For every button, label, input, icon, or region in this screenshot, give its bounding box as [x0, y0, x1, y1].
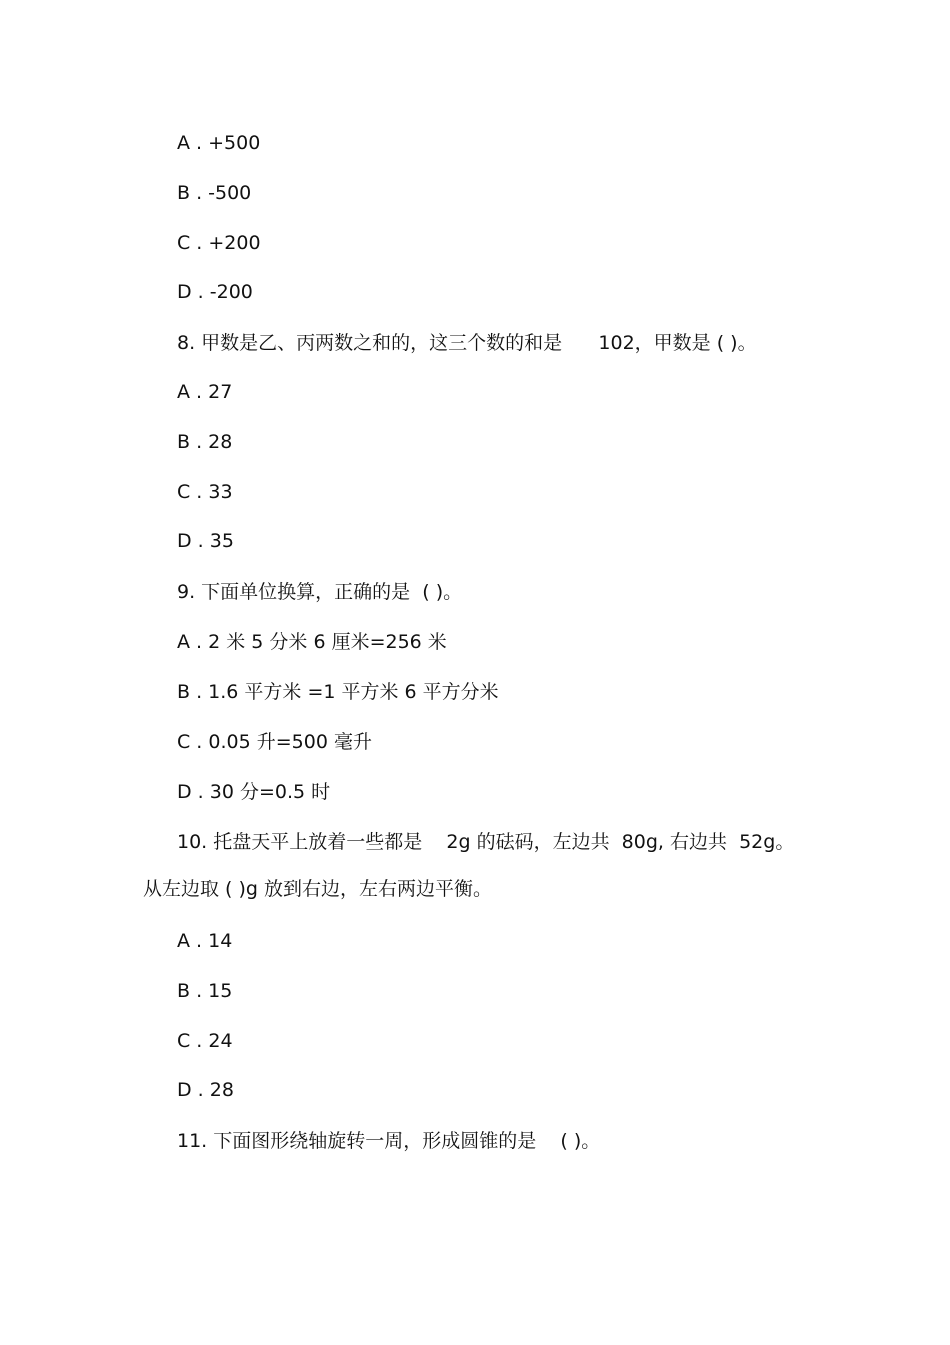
option-a: A . +500 [177, 132, 261, 154]
option-a: A . 27 [177, 381, 233, 403]
question-stem: 11. 下面图形绕轴旋转一周，形成圆锥的是 ( )。 [177, 1130, 601, 1152]
option-d: D . 35 [177, 530, 234, 552]
option-c: C . 0.05 升=500 毫升 [177, 731, 372, 753]
option-a: A . 2 米 5 分米 6 厘米=256 米 [177, 631, 447, 653]
option-c: C . +200 [177, 232, 261, 254]
option-a: A . 14 [177, 930, 233, 952]
option-d: D . 30 分=0.5 时 [177, 781, 331, 803]
question-stem-line-2: 从左边取 ( )g 放到右边，左右两边平衡。 [143, 878, 493, 900]
option-d: D . -200 [177, 281, 253, 303]
question-stem: 9. 下面单位换算，正确的是 ( )。 [177, 581, 463, 603]
question-stem-line-1: 10. 托盘天平上放着一些都是 2g 的砝码，左边共 80g, 右边共 52g。 [177, 831, 795, 853]
option-d: D . 28 [177, 1079, 234, 1101]
option-c: C . 33 [177, 481, 233, 503]
option-b: B . -500 [177, 182, 252, 204]
option-b: B . 1.6 平方米 =1 平方米 6 平方分米 [177, 681, 499, 703]
option-b: B . 15 [177, 980, 233, 1002]
option-b: B . 28 [177, 431, 233, 453]
option-c: C . 24 [177, 1030, 233, 1052]
question-stem: 8. 甲数是乙、丙两数之和的，这三个数的和是 102，甲数是 ( )。 [177, 332, 757, 354]
